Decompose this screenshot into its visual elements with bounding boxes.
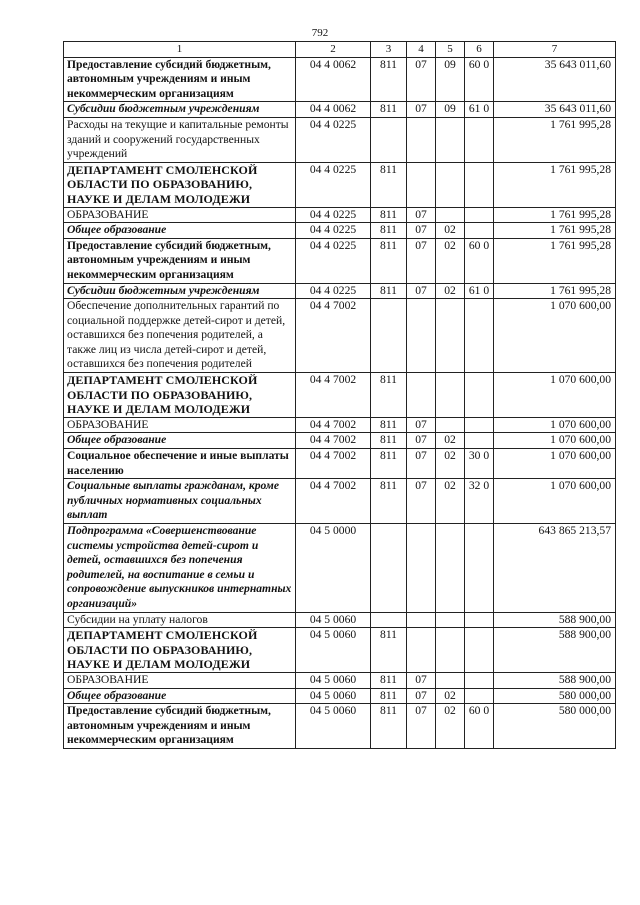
expense-type-cell bbox=[465, 207, 494, 223]
section-code-cell bbox=[407, 117, 436, 162]
row-name-cell: Субсидии бюджетным учреждениям bbox=[64, 283, 296, 299]
amount-cell: 588 900,00 bbox=[494, 628, 616, 673]
amount-cell: 588 900,00 bbox=[494, 672, 616, 688]
amount-cell: 1 070 600,00 bbox=[494, 373, 616, 418]
expense-type-cell bbox=[465, 433, 494, 449]
section-code-cell bbox=[407, 373, 436, 418]
target-code-cell: 04 4 7002 bbox=[296, 417, 371, 433]
row-name-cell: ОБРАЗОВАНИЕ bbox=[64, 417, 296, 433]
expense-type-cell bbox=[465, 688, 494, 704]
row-name-cell: Подпрограмма «Совершенствование системы устройства детей-сирот и детей, оставшихся без попечения родителей, на воспитание в семьи и сопровождение выпускников интернатных организаций» bbox=[64, 524, 296, 613]
department-code-cell bbox=[371, 117, 407, 162]
section-code-cell: 07 bbox=[407, 479, 436, 524]
target-code-cell: 04 4 7002 bbox=[296, 299, 371, 373]
department-code-cell: 811 bbox=[371, 238, 407, 283]
expense-type-cell bbox=[465, 612, 494, 628]
row-name-cell: ДЕПАРТАМЕНТ СМОЛЕНСКОЙ ОБЛАСТИ ПО ОБРАЗОВАНИЮ, НАУКЕ И ДЕЛАМ МОЛОДЕЖИ bbox=[64, 628, 296, 673]
department-code-cell: 811 bbox=[371, 449, 407, 479]
row-name-cell: Социальное обеспечение и иные выплаты населению bbox=[64, 449, 296, 479]
department-code-cell: 811 bbox=[371, 704, 407, 749]
expense-type-cell bbox=[465, 299, 494, 373]
department-code-cell: 811 bbox=[371, 479, 407, 524]
expense-type-cell bbox=[465, 417, 494, 433]
department-code-cell: 811 bbox=[371, 102, 407, 118]
subsection-code-cell bbox=[436, 162, 465, 207]
section-code-cell: 07 bbox=[407, 223, 436, 239]
target-code-cell: 04 4 0062 bbox=[296, 102, 371, 118]
subsection-code-cell: 02 bbox=[436, 283, 465, 299]
subsection-code-cell bbox=[436, 612, 465, 628]
department-code-cell bbox=[371, 524, 407, 613]
column-header: 7 bbox=[494, 42, 616, 58]
expense-type-cell: 60 0 bbox=[465, 704, 494, 749]
table-row bbox=[64, 162, 616, 207]
amount-cell: 1 761 995,28 bbox=[494, 238, 616, 283]
subsection-code-cell: 09 bbox=[436, 102, 465, 118]
target-code-cell: 04 5 0060 bbox=[296, 672, 371, 688]
amount-cell: 1 070 600,00 bbox=[494, 299, 616, 373]
subsection-code-cell bbox=[436, 524, 465, 613]
row-name-cell: ОБРАЗОВАНИЕ bbox=[64, 672, 296, 688]
table-row bbox=[64, 299, 616, 373]
table-row bbox=[64, 672, 616, 688]
row-name-cell: Общее образование bbox=[64, 223, 296, 239]
target-code-cell: 04 4 7002 bbox=[296, 433, 371, 449]
subsection-code-cell: 02 bbox=[436, 223, 465, 239]
table-row bbox=[64, 283, 616, 299]
table-row bbox=[64, 373, 616, 418]
row-name-cell: Предоставление субсидий бюджетным, автономным учреждениям и иным некоммерческим организациям bbox=[64, 238, 296, 283]
department-code-cell: 811 bbox=[371, 373, 407, 418]
subsection-code-cell bbox=[436, 299, 465, 373]
table-body bbox=[64, 57, 616, 748]
section-code-cell: 07 bbox=[407, 688, 436, 704]
expense-type-cell: 60 0 bbox=[465, 238, 494, 283]
expense-type-cell: 60 0 bbox=[465, 57, 494, 102]
row-name-cell: Предоставление субсидий бюджетным, автономным учреждениям и иным некоммерческим организациям bbox=[64, 704, 296, 749]
section-code-cell bbox=[407, 524, 436, 613]
target-code-cell: 04 4 7002 bbox=[296, 479, 371, 524]
target-code-cell: 04 4 0225 bbox=[296, 162, 371, 207]
expense-type-cell bbox=[465, 223, 494, 239]
row-name-cell: Общее образование bbox=[64, 688, 296, 704]
amount-cell: 1 761 995,28 bbox=[494, 162, 616, 207]
section-code-cell bbox=[407, 299, 436, 373]
table-row bbox=[64, 433, 616, 449]
subsection-code-cell bbox=[436, 628, 465, 673]
section-code-cell bbox=[407, 628, 436, 673]
expense-type-cell bbox=[465, 117, 494, 162]
subsection-code-cell bbox=[436, 207, 465, 223]
row-name-cell: Расходы на текущие и капитальные ремонты зданий и сооружений государственных учреждений bbox=[64, 117, 296, 162]
column-header: 5 bbox=[436, 42, 465, 58]
subsection-code-cell: 02 bbox=[436, 688, 465, 704]
expense-type-cell: 30 0 bbox=[465, 449, 494, 479]
table-row bbox=[64, 704, 616, 749]
expense-type-cell: 61 0 bbox=[465, 283, 494, 299]
amount-cell: 643 865 213,57 bbox=[494, 524, 616, 613]
expense-type-cell bbox=[465, 162, 494, 207]
row-name-cell: Субсидии бюджетным учреждениям bbox=[64, 102, 296, 118]
amount-cell: 35 643 011,60 bbox=[494, 57, 616, 102]
department-code-cell: 811 bbox=[371, 223, 407, 239]
department-code-cell: 811 bbox=[371, 57, 407, 102]
row-name-cell: ДЕПАРТАМЕНТ СМОЛЕНСКОЙ ОБЛАСТИ ПО ОБРАЗОВАНИЮ, НАУКЕ И ДЕЛАМ МОЛОДЕЖИ bbox=[64, 162, 296, 207]
section-code-cell: 07 bbox=[407, 672, 436, 688]
amount-cell: 1 761 995,28 bbox=[494, 223, 616, 239]
department-code-cell bbox=[371, 612, 407, 628]
table-row bbox=[64, 238, 616, 283]
amount-cell: 1 761 995,28 bbox=[494, 117, 616, 162]
section-code-cell: 07 bbox=[407, 417, 436, 433]
table-row bbox=[64, 612, 616, 628]
section-code-cell: 07 bbox=[407, 238, 436, 283]
row-name-cell: Субсидии на уплату налогов bbox=[64, 612, 296, 628]
department-code-cell: 811 bbox=[371, 417, 407, 433]
subsection-code-cell: 02 bbox=[436, 433, 465, 449]
subsection-code-cell: 02 bbox=[436, 479, 465, 524]
amount-cell: 580 000,00 bbox=[494, 688, 616, 704]
subsection-code-cell: 09 bbox=[436, 57, 465, 102]
table-row bbox=[64, 628, 616, 673]
amount-cell: 1 761 995,28 bbox=[494, 207, 616, 223]
target-code-cell: 04 4 7002 bbox=[296, 373, 371, 418]
expense-type-cell bbox=[465, 672, 494, 688]
target-code-cell: 04 4 0225 bbox=[296, 117, 371, 162]
target-code-cell: 04 4 7002 bbox=[296, 449, 371, 479]
table-row bbox=[64, 524, 616, 613]
section-code-cell: 07 bbox=[407, 283, 436, 299]
column-header: 3 bbox=[371, 42, 407, 58]
amount-cell: 1 070 600,00 bbox=[494, 479, 616, 524]
subsection-code-cell bbox=[436, 117, 465, 162]
amount-cell: 588 900,00 bbox=[494, 612, 616, 628]
amount-cell: 580 000,00 bbox=[494, 704, 616, 749]
subsection-code-cell bbox=[436, 417, 465, 433]
expense-type-cell: 32 0 bbox=[465, 479, 494, 524]
table-row bbox=[64, 417, 616, 433]
target-code-cell: 04 5 0000 bbox=[296, 524, 371, 613]
subsection-code-cell: 02 bbox=[436, 704, 465, 749]
section-code-cell: 07 bbox=[407, 433, 436, 449]
subsection-code-cell: 02 bbox=[436, 449, 465, 479]
section-code-cell: 07 bbox=[407, 207, 436, 223]
department-code-cell: 811 bbox=[371, 162, 407, 207]
row-name-cell: Предоставление субсидий бюджетным, автономным учреждениям и иным некоммерческим организациям bbox=[64, 57, 296, 102]
column-header: 1 bbox=[64, 42, 296, 58]
row-name-cell: ОБРАЗОВАНИЕ bbox=[64, 207, 296, 223]
table-row bbox=[64, 479, 616, 524]
row-name-cell: Обеспечение дополнительных гарантий по социальной поддержке детей-сирот и детей, оставшихся без попечения родителей, а также лиц из числа детей-сирот и детей, оставшихся без попечения родителей bbox=[64, 299, 296, 373]
row-name-cell: Социальные выплаты гражданам, кроме публичных нормативных социальных выплат bbox=[64, 479, 296, 524]
target-code-cell: 04 4 0062 bbox=[296, 57, 371, 102]
target-code-cell: 04 4 0225 bbox=[296, 223, 371, 239]
column-header: 2 bbox=[296, 42, 371, 58]
section-code-cell bbox=[407, 612, 436, 628]
table-row bbox=[64, 102, 616, 118]
target-code-cell: 04 4 0225 bbox=[296, 238, 371, 283]
target-code-cell: 04 5 0060 bbox=[296, 704, 371, 749]
amount-cell: 1 070 600,00 bbox=[494, 433, 616, 449]
table-row bbox=[64, 117, 616, 162]
amount-cell: 35 643 011,60 bbox=[494, 102, 616, 118]
expense-type-cell bbox=[465, 628, 494, 673]
table-row bbox=[64, 688, 616, 704]
header-row bbox=[64, 42, 616, 58]
department-code-cell: 811 bbox=[371, 628, 407, 673]
table-row bbox=[64, 449, 616, 479]
amount-cell: 1 070 600,00 bbox=[494, 449, 616, 479]
department-code-cell: 811 bbox=[371, 672, 407, 688]
target-code-cell: 04 4 0225 bbox=[296, 283, 371, 299]
department-code-cell bbox=[371, 299, 407, 373]
section-code-cell: 07 bbox=[407, 57, 436, 102]
department-code-cell: 811 bbox=[371, 283, 407, 299]
row-name-cell: ДЕПАРТАМЕНТ СМОЛЕНСКОЙ ОБЛАСТИ ПО ОБРАЗОВАНИЮ, НАУКЕ И ДЕЛАМ МОЛОДЕЖИ bbox=[64, 373, 296, 418]
department-code-cell: 811 bbox=[371, 433, 407, 449]
subsection-code-cell: 02 bbox=[436, 238, 465, 283]
column-header: 4 bbox=[407, 42, 436, 58]
expense-type-cell bbox=[465, 373, 494, 418]
table-row bbox=[64, 57, 616, 102]
column-header: 6 bbox=[465, 42, 494, 58]
table-row bbox=[64, 223, 616, 239]
row-name-cell: Общее образование bbox=[64, 433, 296, 449]
department-code-cell: 811 bbox=[371, 207, 407, 223]
target-code-cell: 04 5 0060 bbox=[296, 612, 371, 628]
expense-type-cell bbox=[465, 524, 494, 613]
target-code-cell: 04 5 0060 bbox=[296, 688, 371, 704]
amount-cell: 1 070 600,00 bbox=[494, 417, 616, 433]
target-code-cell: 04 4 0225 bbox=[296, 207, 371, 223]
budget-table bbox=[63, 41, 616, 749]
amount-cell: 1 761 995,28 bbox=[494, 283, 616, 299]
section-code-cell: 07 bbox=[407, 102, 436, 118]
target-code-cell: 04 5 0060 bbox=[296, 628, 371, 673]
page-number: 792 bbox=[311, 27, 329, 39]
department-code-cell: 811 bbox=[371, 688, 407, 704]
expense-type-cell: 61 0 bbox=[465, 102, 494, 118]
section-code-cell: 07 bbox=[407, 704, 436, 749]
table-row bbox=[64, 207, 616, 223]
section-code-cell: 07 bbox=[407, 449, 436, 479]
subsection-code-cell bbox=[436, 672, 465, 688]
section-code-cell bbox=[407, 162, 436, 207]
subsection-code-cell bbox=[436, 373, 465, 418]
